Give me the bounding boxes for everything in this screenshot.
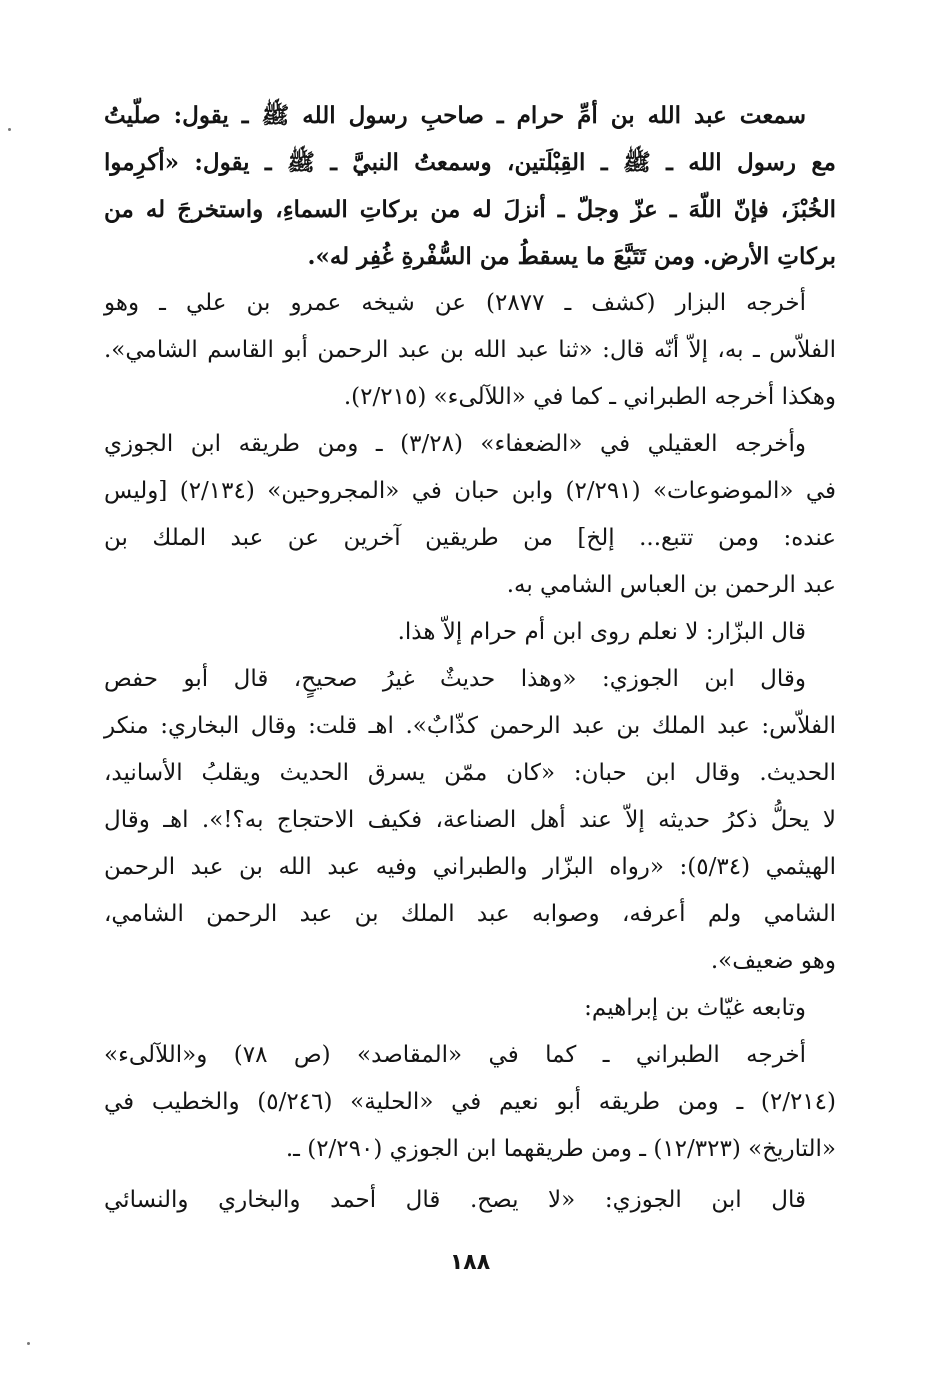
commentary-line: وأخرجه العقيلي في «الضعفاء» (٣/٢٨) ـ ومن طريقه ابن الجوزي (104, 431, 806, 457)
commentary-line: قال البزّار: لا نعلم روى ابن أم حرام إلاّ هذا. (397, 619, 806, 645)
commentary-line: وتابعه غيّاث بن إبراهيم: (584, 995, 806, 1021)
page-number: ١٨٨ (449, 1250, 491, 1275)
scan-speck (8, 128, 11, 131)
commentary-line: لا يحلُّ ذكرُ حديثه إلاّ عند أهل الصناعة، فكيف الاحتجاج به؟!». اهـ وقال (104, 807, 836, 833)
scan-speck (27, 1342, 30, 1345)
hadith-line: بركاتِ الأرض. ومن تَتَبَّعَ ما يسقطُ من السُّفْرةِ غُفِر له». (307, 243, 836, 270)
commentary-line: الفلاّس ـ به، إلاّ أنّه قال: «ثنا عبد الله بن عبد الرحمن أبو القاسم الشامي». (104, 337, 836, 363)
commentary-line: عنده: ومن تتبع... إلخ] من طريقين آخرين عن عبد الملك بن (104, 525, 836, 551)
commentary-line: عبد الرحمن بن العباس الشامي به. (506, 572, 836, 598)
commentary-line: أخرجه الطبراني ـ كما في «المقاصد» (ص ٧٨) و«اللآلىء» (104, 1042, 807, 1068)
commentary-line: الفلاّس: عبد الملك بن عبد الرحمن كذّابٌ». اهـ قلت: وقال البخاري: منكر (104, 713, 836, 739)
commentary-line: «التاريخ» (١٢/٣٢٣) ـ ومن طريقهما ابن الجوزي (٢/٢٩٠) ـ. (285, 1136, 836, 1162)
hadith-line: مع رسول الله ـ ﷺ ـ القِبْلَتين، وسمعتُ النبيَّ ـ ﷺ ـ يقول: «أكرِموا (104, 149, 836, 176)
commentary-line: الشامي ولم أعرفه، وصوابه عبد الملك بن عبد الرحمن الشامي، (104, 901, 836, 927)
document-page (104, 92, 836, 1224)
commentary-line: الهيثمي (٥/٣٤): «رواه البزّار والطبراني وفيه عبد الله بن عبد الرحمن (104, 854, 837, 880)
commentary-line: وقال ابن الجوزي: «وهذا حديثٌ غيرُ صحيحٍ، قال أبو حفص (104, 666, 806, 692)
commentary-line: أخرجه البزار (كشف ـ ٢٨٧٧) عن شيخه عمرو بن علي ـ وهو (104, 290, 806, 316)
commentary-line: وهكذا أخرجه الطبراني ـ كما في «اللآلىء» (٢/٢١٥). (343, 384, 836, 410)
commentary-line: (٢/٢١٤) ـ ومن طريقه أبو نعيم في «الحلية» (٥/٢٤٦) والخطيب في (104, 1089, 836, 1115)
hadith-line: الخُبْزَ، فإنّ اللّهَ ـ عزّ وجلّ ـ أنزلَ له من بركاتِ السماءِ، واستخرجَ له من (104, 196, 836, 223)
commentary-line: الحديث. وقال ابن حبان: «كان ممّن يسرق الحديث ويقلبُ الأسانيد، (104, 760, 836, 786)
hadith-line: سمعت عبد الله بن أمِّ حرام ـ صاحبِ رسول الله ﷺ ـ يقول: صلّيتُ (104, 102, 806, 129)
commentary-line: في «الموضوعات» (٢/٢٩١) وابن حبان في «المجروحين» (٢/١٣٤) [وليس (104, 478, 836, 504)
commentary-line: قال ابن الجوزي: «لا يصح. قال أحمد والبخاري والنسائي (104, 1187, 806, 1213)
commentary-line: وهو ضعيف». (710, 948, 836, 974)
